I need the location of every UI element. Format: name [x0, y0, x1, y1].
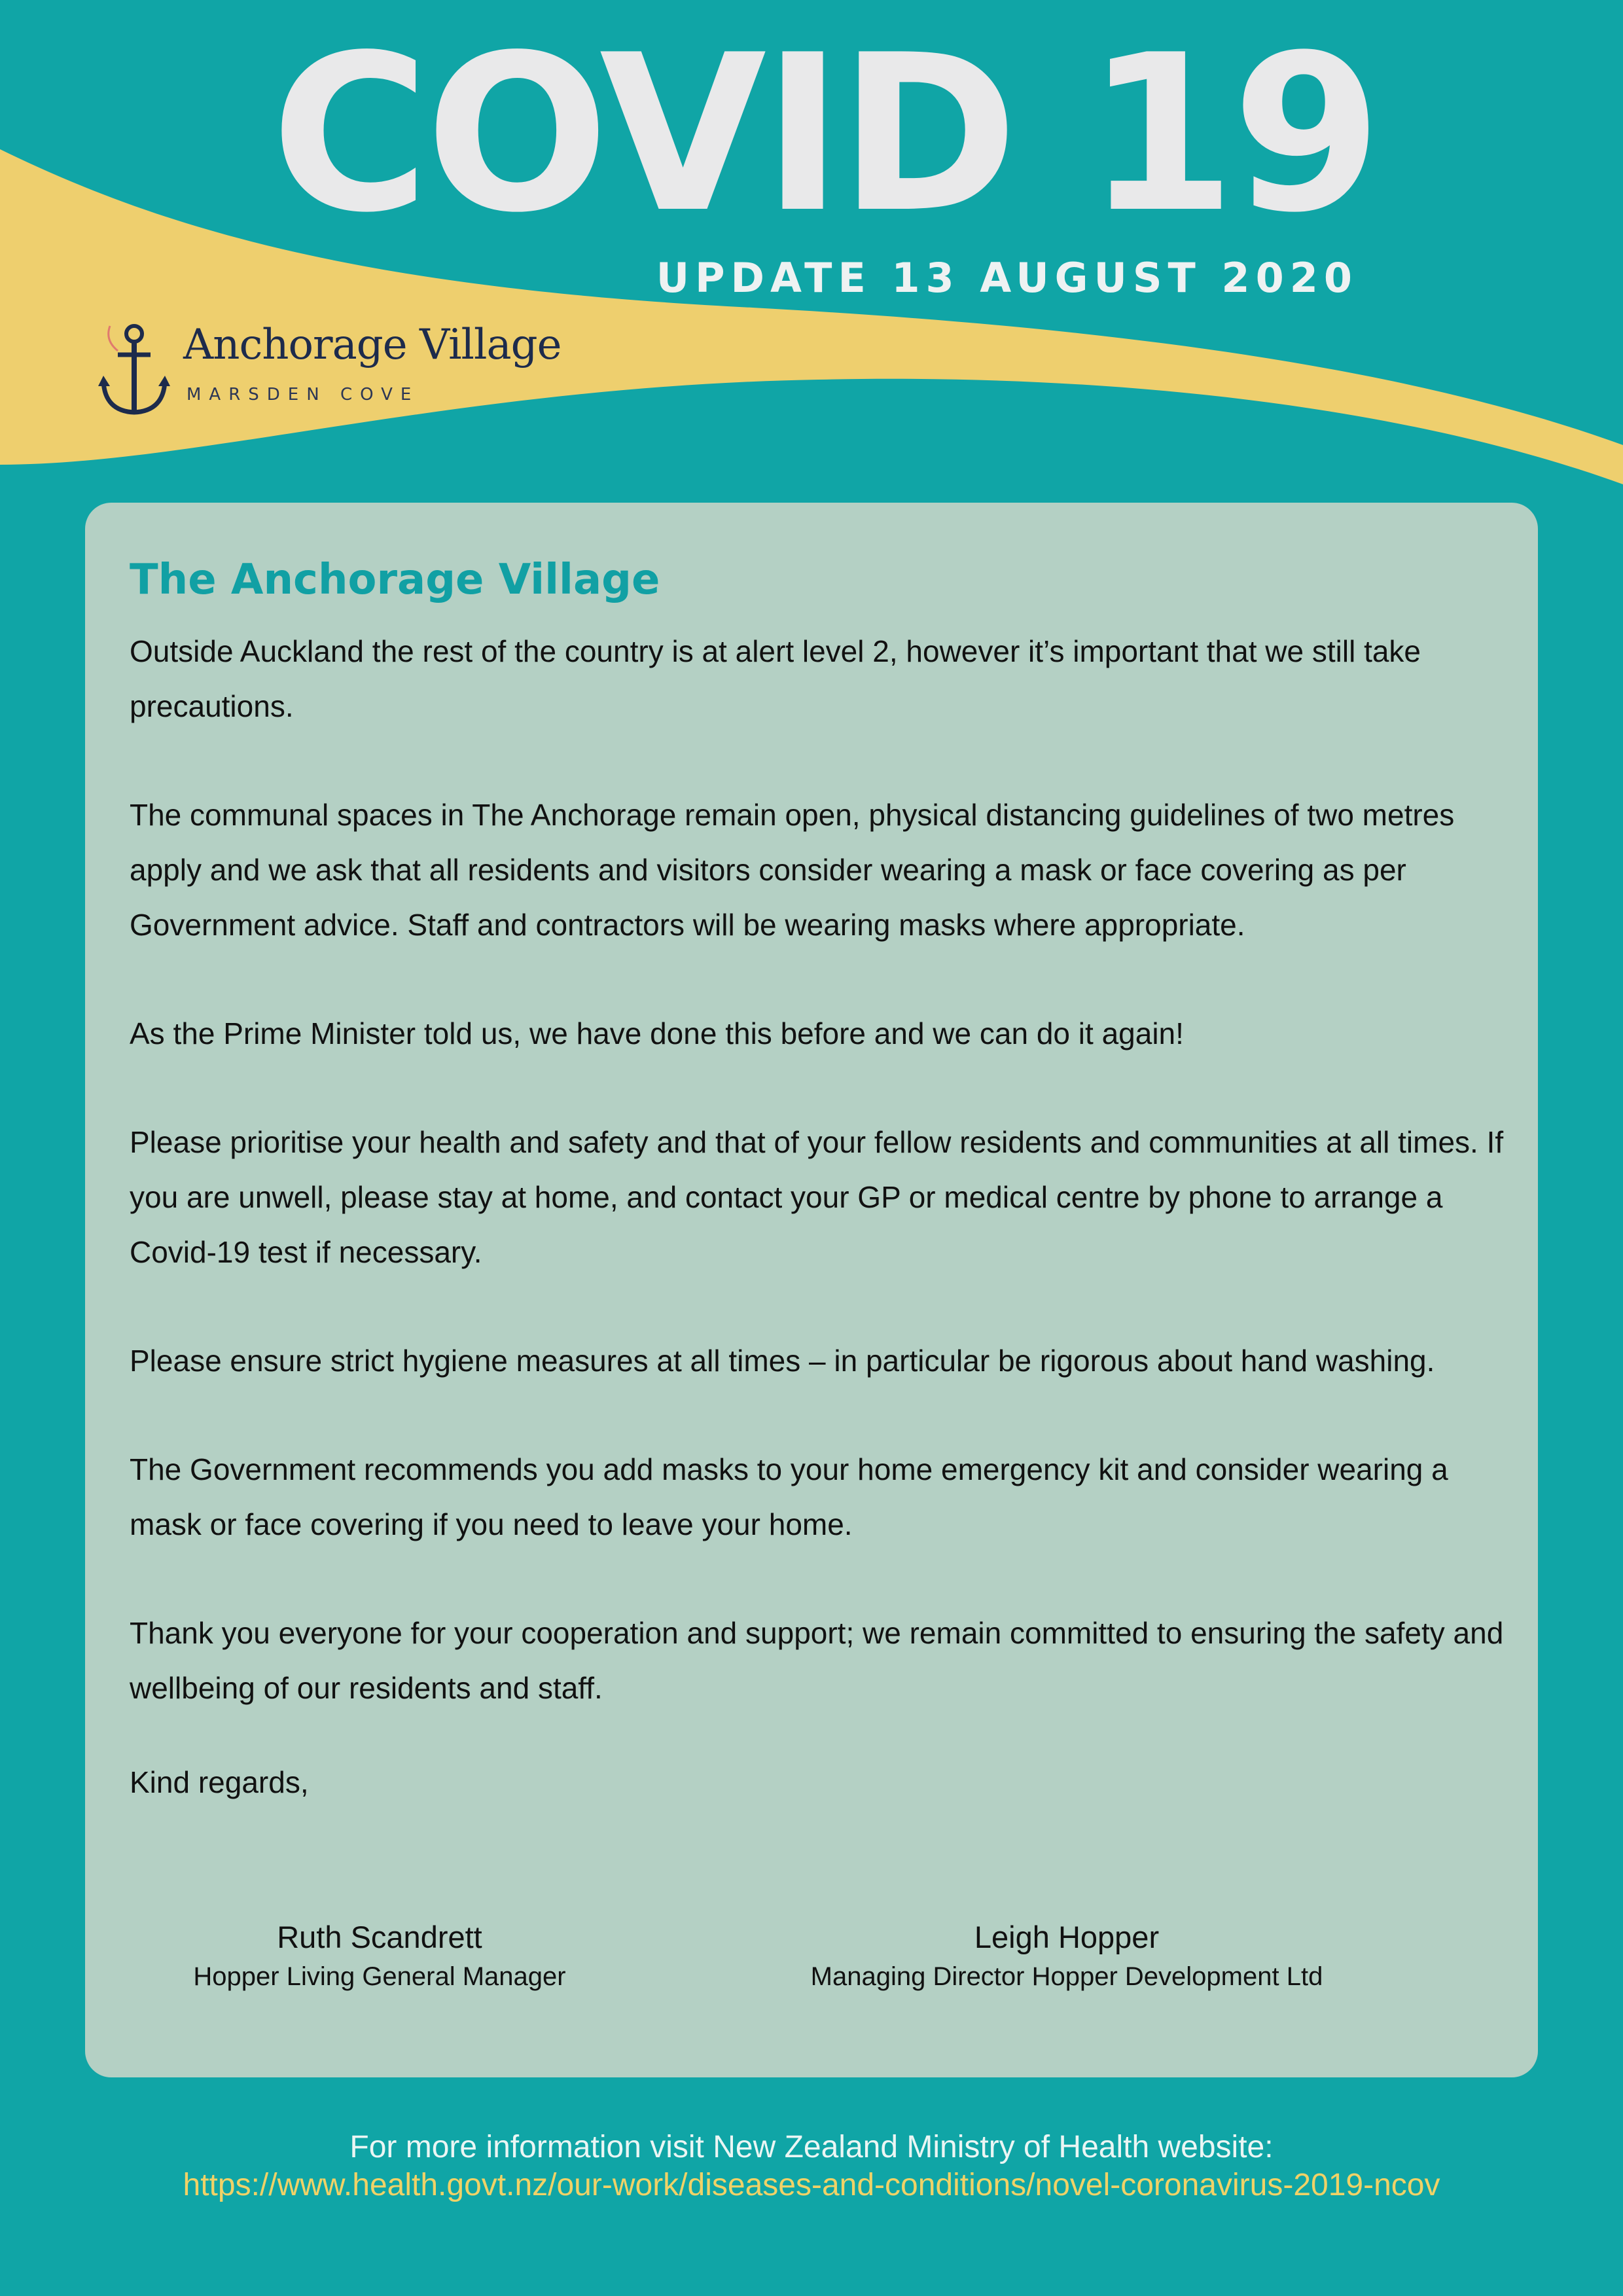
- footer-text: For more information visit New Zealand Ministry of Health website:: [349, 2130, 1274, 2164]
- paragraph: Please ensure strict hygiene measures at all times – in particular be rigorous about hand washing.: [130, 1343, 1435, 1378]
- page-title: COVID 19: [270, 9, 1379, 260]
- signatory-role: Hopper Living General Manager: [193, 1962, 566, 1991]
- signatory-name: Ruth Scandrett: [277, 1920, 482, 1954]
- paragraph: Thank you everyone for your cooperation and support; we remain committed to ensuring the safety and wellbeing of our residents and staff.: [130, 1615, 1504, 1705]
- ministry-of-health-link[interactable]: https://www.health.govt.nz/our-work/diseases-and-conditions/novel-coronavirus-2019-ncov: [183, 2168, 1440, 2202]
- paragraph: Please prioritise your health and safety and that of your fellow residents and communities at all times. If you are unwell, please stay at home, and contact your GP or medical centre by phone to arrange a Covid-19 test if necessary.: [130, 1124, 1504, 1269]
- signatory-leigh: [740, 1918, 1394, 1996]
- signatory-name: Leigh Hopper: [974, 1920, 1160, 1954]
- signatory-role: Managing Director Hopper Development Ltd: [810, 1962, 1323, 1991]
- signatory-ruth: [151, 1918, 609, 1996]
- update-date: UPDATE 13 AUGUST 2020: [656, 254, 1358, 302]
- card-title: The Anchorage Village: [130, 556, 660, 604]
- anchorage-village-logo: [98, 314, 562, 419]
- logo-subtitle: MARSDEN COVE: [187, 385, 419, 404]
- logo-name: Anchorage Village: [183, 321, 562, 369]
- footer: [0, 2128, 1623, 2204]
- closing-salutation: Kind regards,: [130, 1765, 309, 1799]
- paragraph: Outside Auckland the rest of the country is at alert level 2, however it’s important that we still take precautions.: [130, 634, 1421, 723]
- message-card: [85, 503, 1538, 2077]
- paragraph: As the Prime Minister told us, we have done this before and we can do it again!: [130, 1016, 1184, 1050]
- anchor-icon: [98, 321, 170, 419]
- paragraph: The communal spaces in The Anchorage remain open, physical distancing guidelines of two metres apply and we ask that all residents and visitors consider wearing a mask or face covering as per Government advice. Staff and contractors will be wearing masks where appropriate.: [130, 797, 1455, 942]
- paragraph: The Government recommends you add masks to your home emergency kit and consider wearing a mask or face covering if you need to leave your home.: [130, 1452, 1448, 1541]
